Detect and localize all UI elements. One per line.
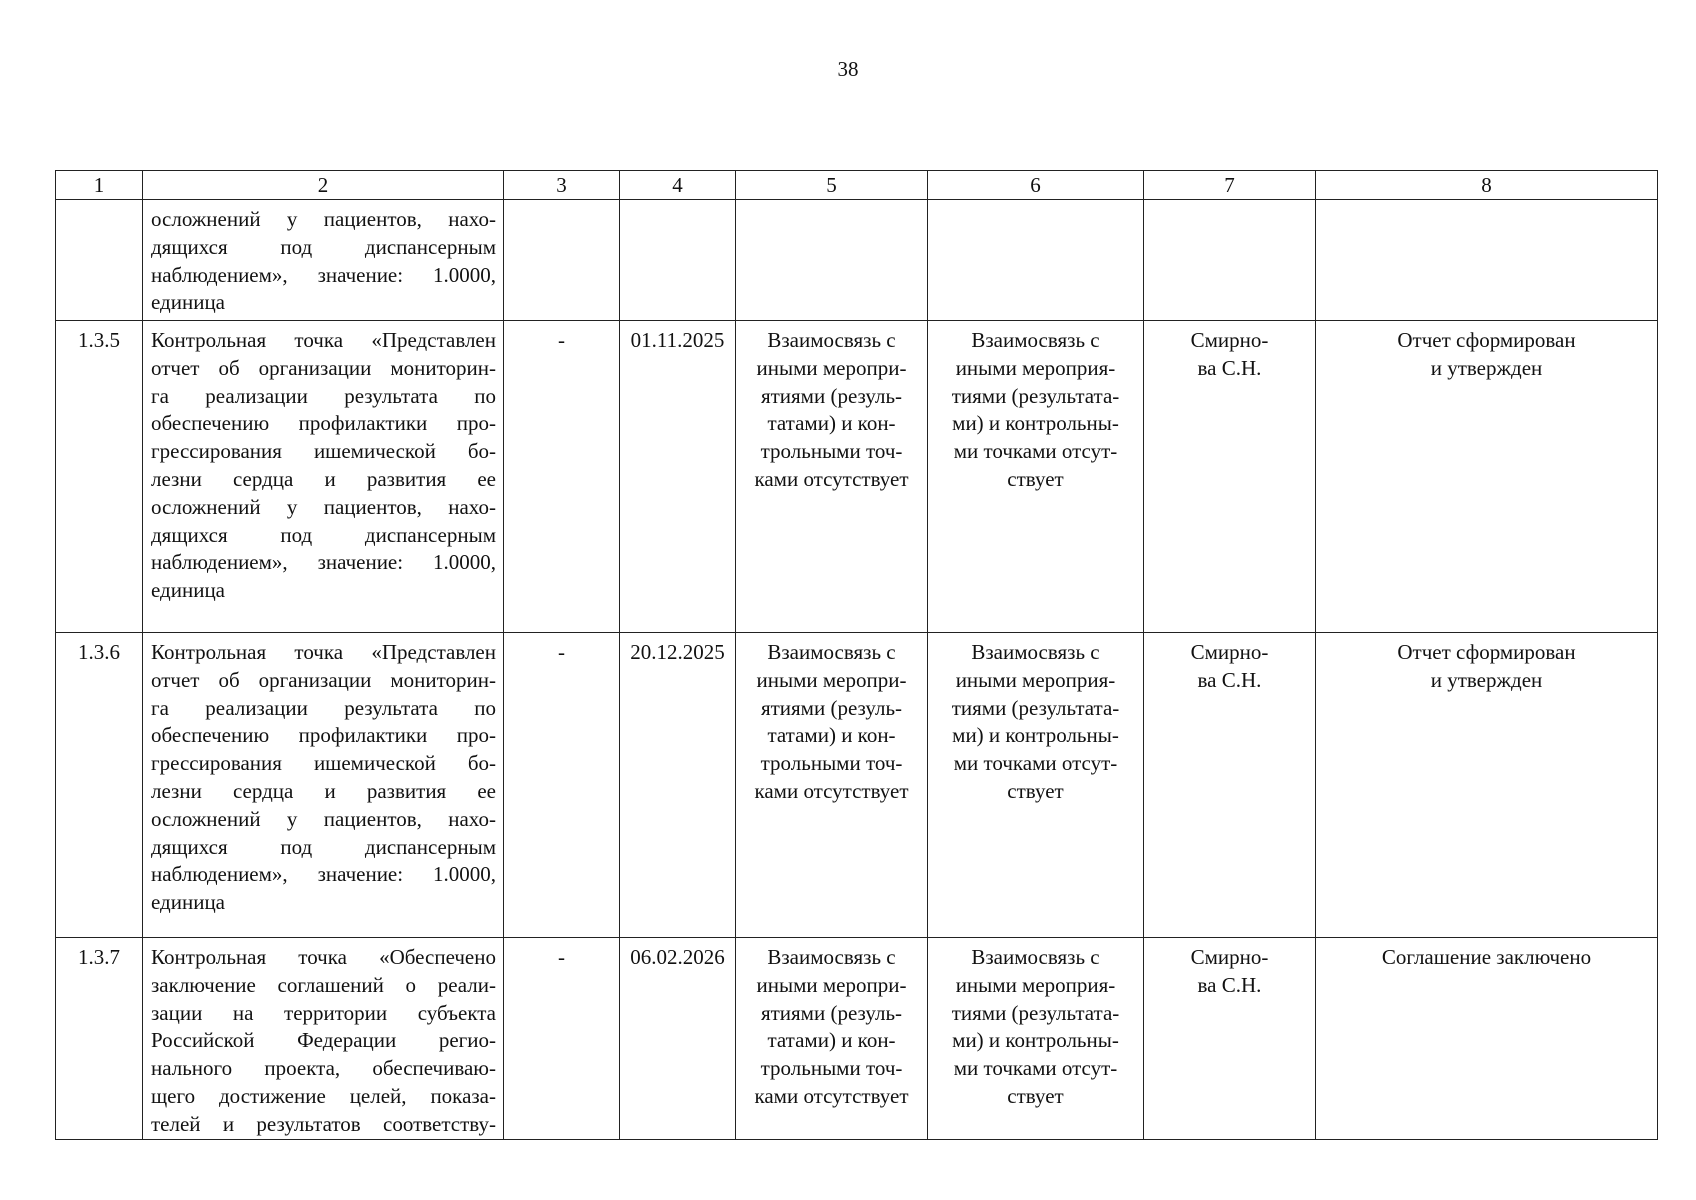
description-line: осложнений у пациентов, нахо- — [151, 494, 496, 519]
cell-number: 1.3.7 — [56, 938, 143, 1140]
cell-responsible — [1144, 321, 1316, 633]
table-row — [56, 321, 1658, 633]
description-line: нального проекта, обеспечиваю- — [151, 1056, 496, 1081]
col5-line: татами) и кон- — [767, 1028, 896, 1053]
col6-line: Взаимосвязь с — [971, 945, 1100, 969]
description-line: зации на территории субъекта — [151, 1000, 496, 1025]
cell-col5 — [736, 200, 928, 321]
cell-col6 — [928, 200, 1144, 321]
description-line: га реализации результата по — [151, 695, 496, 720]
col6-line: ми точками отсут- — [953, 439, 1118, 464]
description-line: наблюдением», значение: 1.0000, — [151, 262, 496, 287]
table-row-continuation — [56, 200, 1658, 321]
col5-line: трольными точ- — [760, 439, 903, 464]
col5-line: ятиями (резуль- — [760, 695, 903, 720]
cell-responsible — [1144, 200, 1316, 321]
result-line: Соглашение заключено — [1381, 945, 1592, 969]
responsible-line: ва С.Н. — [1197, 972, 1262, 997]
col5-line: татами) и кон- — [767, 411, 896, 436]
header-col-5: 5 — [736, 171, 928, 200]
header-col-7: 7 — [1144, 171, 1316, 200]
col6-line: иными мероприя- — [955, 667, 1116, 692]
cell-number: 1.3.6 — [56, 633, 143, 938]
col6-line: ствует — [1007, 1083, 1064, 1108]
description-line: Контрольная точка «Представлен — [151, 640, 496, 664]
responsible-line: Смирно- — [1190, 945, 1269, 969]
cell-col5 — [736, 321, 928, 633]
description-line: обеспечению профилактики про- — [151, 411, 496, 436]
col6-line: Взаимосвязь с — [971, 328, 1100, 352]
description-line: единица — [151, 578, 226, 603]
description-line: осложнений у пациентов, нахо- — [151, 207, 496, 231]
table-row — [56, 938, 1658, 1140]
description-line: лезни сердца и развития ее — [151, 778, 496, 803]
col5-line: Взаимосвязь с — [767, 328, 896, 352]
cell-result — [1316, 321, 1658, 633]
description-line: единица — [151, 890, 226, 915]
cell-col5 — [736, 633, 928, 938]
cell-result — [1316, 938, 1658, 1140]
result-line: Отчет сформирован — [1397, 640, 1576, 664]
col6-line: ствует — [1007, 466, 1064, 491]
header-col-4: 4 — [620, 171, 736, 200]
col5-line: ками отсутствует — [754, 1083, 909, 1108]
col6-line: иными мероприя- — [955, 355, 1116, 380]
description-line: га реализации результата по — [151, 383, 496, 408]
description-line: дящихся под диспансерным — [151, 522, 496, 547]
cell-responsible — [1144, 633, 1316, 938]
col5-line: трольными точ- — [760, 1056, 903, 1081]
cell-col3: - — [504, 321, 620, 633]
col5-line: Взаимосвязь с — [767, 945, 896, 969]
col6-line: ми) и контрольны- — [952, 411, 1119, 436]
description-line: Контрольная точка «Обеспечено — [151, 945, 496, 969]
col6-line: ми) и контрольны- — [952, 1028, 1119, 1053]
description-line: Российской Федерации регио- — [151, 1028, 496, 1053]
header-row — [56, 171, 1658, 200]
cell-result — [1316, 633, 1658, 938]
col6-line: ми) и контрольны- — [952, 723, 1119, 748]
description-line: дящихся под диспансерным — [151, 234, 496, 259]
col6-line: иными мероприя- — [955, 972, 1116, 997]
cell-col3: - — [504, 633, 620, 938]
responsible-line: ва С.Н. — [1197, 355, 1262, 380]
cell-col6 — [928, 938, 1144, 1140]
col5-line: ятиями (резуль- — [760, 1000, 903, 1025]
header-col-6: 6 — [928, 171, 1144, 200]
col5-line: трольными точ- — [760, 751, 903, 776]
cell-col6 — [928, 633, 1144, 938]
col5-line: ятиями (резуль- — [760, 383, 903, 408]
description-line: дящихся под диспансерным — [151, 834, 496, 859]
header-col-1: 1 — [56, 171, 143, 200]
cell-date: 06.02.2026 — [620, 938, 736, 1140]
col6-line: ми точками отсут- — [953, 1056, 1118, 1081]
description-line: осложнений у пациентов, нахо- — [151, 806, 496, 831]
cell-description — [143, 938, 504, 1140]
col5-line: ками отсутствует — [754, 778, 909, 803]
description-line: Контрольная точка «Представлен — [151, 328, 496, 352]
cell-col6 — [928, 321, 1144, 633]
description-line: заключение соглашений о реали- — [151, 972, 496, 997]
description-line: щего достижение целей, показа- — [151, 1083, 496, 1108]
cell-date — [620, 200, 736, 321]
description-line: отчет об организации мониторин- — [151, 667, 496, 692]
header-col-3: 3 — [504, 171, 620, 200]
description-line: обеспечению профилактики про- — [151, 723, 496, 748]
responsible-line: Смирно- — [1190, 640, 1269, 664]
col6-line: тиями (результата- — [951, 383, 1120, 408]
cell-result — [1316, 200, 1658, 321]
description-line: единица — [151, 290, 226, 315]
description-line: грессирования ишемической бо- — [151, 439, 496, 464]
cell-date: 01.11.2025 — [620, 321, 736, 633]
plan-table — [55, 170, 1658, 1140]
header-col-2: 2 — [143, 171, 504, 200]
description-line: наблюдением», значение: 1.0000, — [151, 862, 496, 887]
result-line: Отчет сформирован — [1397, 328, 1576, 352]
cell-description — [143, 200, 504, 321]
col6-line: тиями (результата- — [951, 1000, 1120, 1025]
responsible-line: Смирно- — [1190, 328, 1269, 352]
col6-line: тиями (результата- — [951, 695, 1120, 720]
col6-line: ствует — [1007, 778, 1064, 803]
result-line: и утвержден — [1430, 667, 1543, 692]
cell-number: 1.3.5 — [56, 321, 143, 633]
col6-line: Взаимосвязь с — [971, 640, 1100, 664]
cell-description — [143, 633, 504, 938]
col5-line: иными меропри- — [756, 972, 907, 997]
col5-line: ками отсутствует — [754, 466, 909, 491]
description-line: отчет об организации мониторин- — [151, 355, 496, 380]
responsible-line: ва С.Н. — [1197, 667, 1262, 692]
cell-number — [56, 200, 143, 321]
description-line: наблюдением», значение: 1.0000, — [151, 550, 496, 575]
cell-col5 — [736, 938, 928, 1140]
col5-line: иными меропри- — [756, 667, 907, 692]
col5-line: татами) и кон- — [767, 723, 896, 748]
col5-line: Взаимосвязь с — [767, 640, 896, 664]
cell-description — [143, 321, 504, 633]
description-line: телей и результатов соответству- — [151, 1111, 496, 1136]
result-line: и утвержден — [1430, 355, 1543, 380]
cell-col3 — [504, 200, 620, 321]
description-line: грессирования ишемической бо- — [151, 751, 496, 776]
cell-date: 20.12.2025 — [620, 633, 736, 938]
page-number: 38 — [837, 57, 859, 81]
col5-line: иными меропри- — [756, 355, 907, 380]
description-line: лезни сердца и развития ее — [151, 466, 496, 491]
cell-col3: - — [504, 938, 620, 1140]
table-row — [56, 633, 1658, 938]
header-col-8: 8 — [1316, 171, 1658, 200]
col6-line: ми точками отсут- — [953, 751, 1118, 776]
cell-responsible — [1144, 938, 1316, 1140]
